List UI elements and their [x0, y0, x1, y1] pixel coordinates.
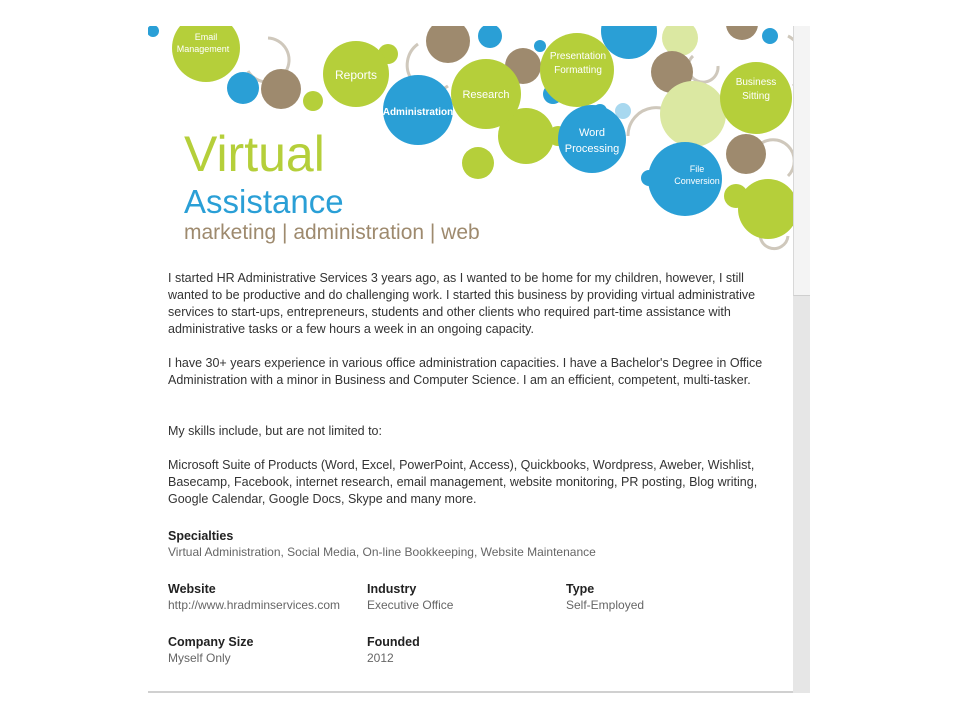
- bubble-research-label: Research: [462, 89, 510, 101]
- banner-graphic: [148, 26, 793, 266]
- svg-text:Formatting: Formatting: [554, 65, 602, 76]
- about-paragraph-2: I have 30+ years experience in various office administration capacities. I have a Bachelor's Degree in Office Administration with a minor in Business and Computer Science. I am an efficient, competent, multi-tasker.: [168, 356, 763, 387]
- specialties-value: Virtual Administration, Social Media, On-line Bookkeeping, Website Maintenance: [168, 545, 596, 559]
- specialties-label: Specialties: [168, 529, 234, 543]
- type-value: Self-Employed: [566, 598, 645, 612]
- svg-text:Processing: Processing: [564, 143, 620, 155]
- svg-text:File: File: [689, 164, 705, 174]
- about-paragraph-1: I started HR Administrative Services 3 years ago, as I wanted to be home for my children, however, I still wanted to be productive and do challenging work. I started this business by providing virtual administrative services to start-ups, entrepreneurs, students and other clients who required part-time assistance with administrative tasks or a few hours a week in an ongoing capacity.: [168, 271, 756, 336]
- about-paragraph-4: Microsoft Suite of Products (Word, Excel, PowerPoint, Access), Quickbooks, Wordpress, Aweber, Wishlist, Basecamp, Facebook, internet research, email management, website monitoring, PR posting, Blog writing, Google Calendar, Google Docs, Skype and many more.: [168, 458, 758, 506]
- svg-text:Business: Business: [735, 77, 777, 88]
- about-paragraph-3: My skills include, but are not limited to:: [168, 424, 382, 438]
- bubble-administration-label: Administration: [382, 107, 454, 118]
- svg-text:Sitting: Sitting: [742, 91, 770, 102]
- website-link[interactable]: http://www.hradminservices.com: [168, 598, 341, 612]
- founded-label: Founded: [367, 635, 420, 649]
- company-size-value: Myself Only: [168, 651, 231, 665]
- website-label: Website: [168, 582, 216, 596]
- panel-bottom-border: [148, 691, 793, 693]
- svg-text:Presentation: Presentation: [549, 51, 607, 62]
- industry-label: Industry: [367, 582, 417, 596]
- banner-title-virtual: Virtual: [184, 126, 325, 182]
- svg-text:Word: Word: [578, 127, 606, 139]
- founded-value: 2012: [367, 651, 394, 665]
- banner-tagline: marketing | administration | web: [184, 221, 480, 244]
- type-label: Type: [566, 582, 595, 596]
- bubble-reports-label: Reports: [334, 68, 378, 82]
- svg-text:Conversion: Conversion: [674, 176, 720, 186]
- svg-text:Email: Email: [194, 32, 218, 42]
- banner-title-assistance: Assistance: [184, 183, 344, 220]
- banner-image: [148, 26, 793, 266]
- scrollbar-thumb[interactable]: [793, 26, 810, 296]
- company-profile-panel: [148, 26, 793, 693]
- svg-text:Management: Management: [176, 44, 230, 54]
- industry-value: Executive Office: [367, 598, 454, 612]
- company-size-label: Company Size: [168, 635, 254, 649]
